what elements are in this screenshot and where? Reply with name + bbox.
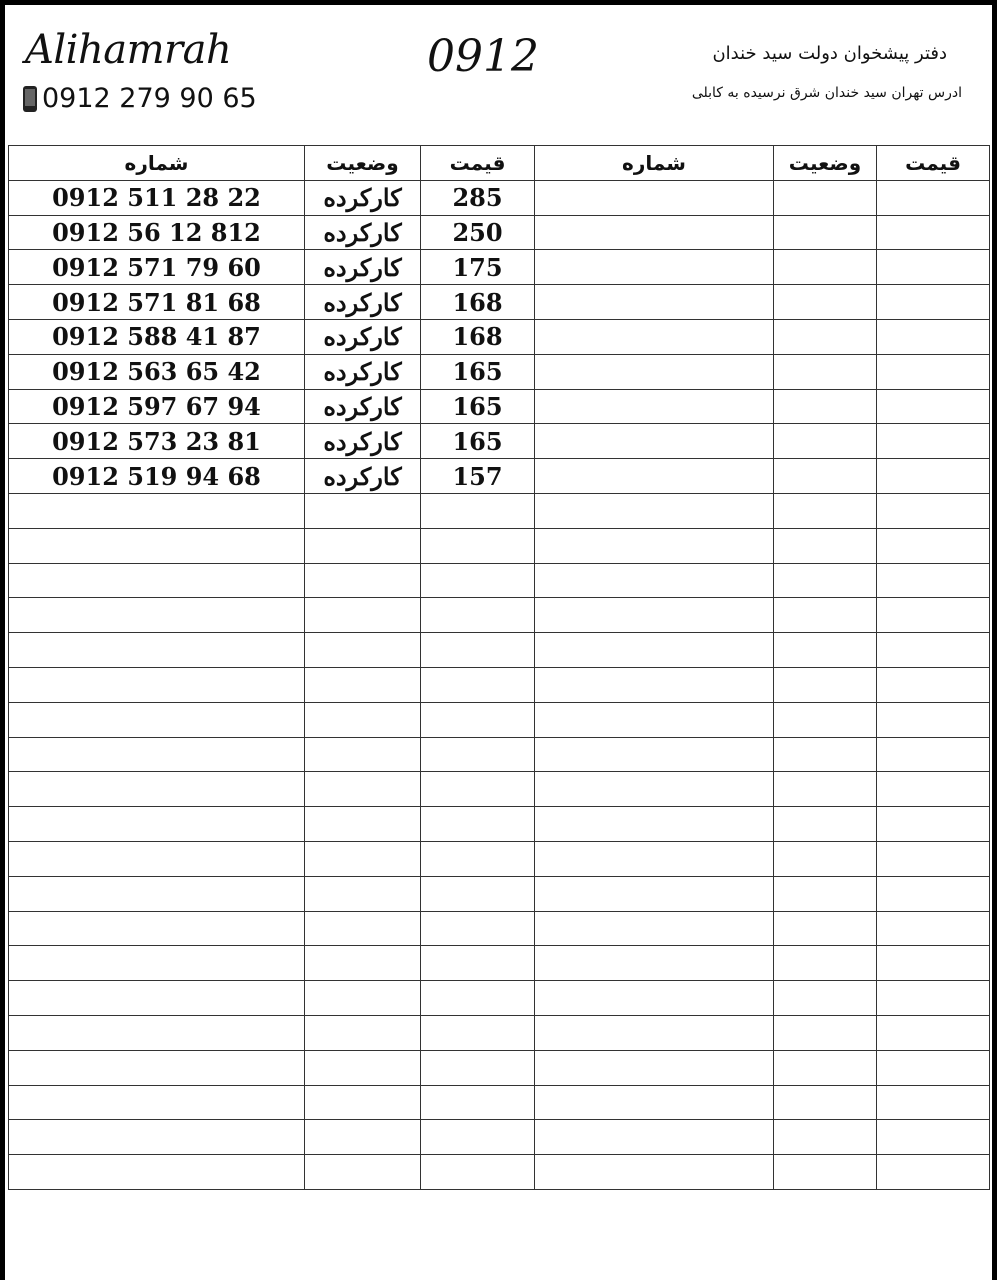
price-cell — [421, 493, 535, 528]
number-cell — [9, 911, 305, 946]
number-cell-right — [535, 841, 774, 876]
status-cell — [305, 1155, 421, 1190]
status-cell-right — [774, 354, 877, 389]
office-address: ادرس تهران سید خندان شرق نرسیده به کابلی — [691, 85, 962, 101]
table-row — [9, 215, 990, 250]
price-cell-right — [877, 911, 990, 946]
header-price-left: قیمت — [421, 146, 535, 181]
table-row — [9, 1015, 990, 1050]
table-row — [9, 841, 990, 876]
number-cell — [9, 737, 305, 772]
price-cell-right — [877, 459, 990, 494]
table-row — [9, 1155, 990, 1190]
status-cell-right — [774, 250, 877, 285]
table-row — [9, 354, 990, 389]
table-row — [9, 911, 990, 946]
header-status-right: وضعیت — [774, 146, 877, 181]
table-row — [9, 459, 990, 494]
price-cell — [421, 737, 535, 772]
header-number-right: شماره — [535, 146, 774, 181]
price-cell — [421, 807, 535, 842]
price-cell-right — [877, 389, 990, 424]
table-row — [9, 772, 990, 807]
status-cell-right — [774, 598, 877, 633]
price-cell: 165 — [421, 389, 535, 424]
status-cell-right — [774, 911, 877, 946]
number-cell — [9, 807, 305, 842]
status-cell: کارکرده — [305, 459, 421, 494]
status-cell-right — [774, 1015, 877, 1050]
number-cell-right — [535, 1085, 774, 1120]
status-cell-right — [774, 319, 877, 354]
number-cell-right — [535, 667, 774, 702]
status-cell-right — [774, 215, 877, 250]
status-cell-right — [774, 633, 877, 668]
status-cell-right — [774, 772, 877, 807]
number-cell — [9, 598, 305, 633]
number-cell — [9, 528, 305, 563]
number-cell — [9, 1085, 305, 1120]
price-cell — [421, 911, 535, 946]
price-cell — [421, 841, 535, 876]
status-cell-right — [774, 424, 877, 459]
status-cell: کارکرده — [305, 180, 421, 215]
price-cell — [421, 1085, 535, 1120]
price-cell-right — [877, 1120, 990, 1155]
price-cell-right — [877, 563, 990, 598]
price-cell-right — [877, 667, 990, 702]
status-cell-right — [774, 737, 877, 772]
price-cell-right — [877, 841, 990, 876]
number-cell-right — [535, 285, 774, 320]
price-cell — [421, 772, 535, 807]
number-cell-right — [535, 598, 774, 633]
table-row — [9, 180, 990, 215]
table-row — [9, 981, 990, 1016]
number-cell: 0912 597 67 94 — [9, 389, 305, 424]
table-row — [9, 250, 990, 285]
price-cell: 175 — [421, 250, 535, 285]
price-cell-right — [877, 354, 990, 389]
number-cell-right — [535, 1120, 774, 1155]
number-cell-right — [535, 528, 774, 563]
price-cell: 165 — [421, 354, 535, 389]
price-cell-right — [877, 981, 990, 1016]
status-cell-right — [774, 981, 877, 1016]
status-cell — [305, 528, 421, 563]
number-cell-right — [535, 250, 774, 285]
price-cell-right — [877, 528, 990, 563]
price-cell-right — [877, 250, 990, 285]
price-cell: 165 — [421, 424, 535, 459]
price-cell-right — [877, 424, 990, 459]
status-cell — [305, 737, 421, 772]
status-cell — [305, 1015, 421, 1050]
price-cell — [421, 1050, 535, 1085]
price-cell — [421, 528, 535, 563]
status-cell-right — [774, 807, 877, 842]
status-cell — [305, 493, 421, 528]
status-cell — [305, 1120, 421, 1155]
status-cell — [305, 876, 421, 911]
status-cell — [305, 563, 421, 598]
status-cell-right — [774, 528, 877, 563]
price-cell-right — [877, 285, 990, 320]
number-cell-right — [535, 737, 774, 772]
price-cell: 250 — [421, 215, 535, 250]
number-cell: 0912 571 79 60 — [9, 250, 305, 285]
number-cell-right — [535, 180, 774, 215]
number-cell-right — [535, 1015, 774, 1050]
status-cell: کارکرده — [305, 424, 421, 459]
status-cell — [305, 598, 421, 633]
number-cell-right — [535, 1155, 774, 1190]
table-row — [9, 1050, 990, 1085]
table-row — [9, 1120, 990, 1155]
status-cell-right — [774, 1120, 877, 1155]
price-cell-right — [877, 946, 990, 981]
price-cell — [421, 1015, 535, 1050]
price-cell: 168 — [421, 285, 535, 320]
table-row — [9, 493, 990, 528]
status-cell — [305, 702, 421, 737]
status-cell — [305, 807, 421, 842]
price-cell-right — [877, 598, 990, 633]
price-cell: 285 — [421, 180, 535, 215]
price-cell — [421, 1120, 535, 1155]
number-cell-right — [535, 563, 774, 598]
status-cell-right — [774, 180, 877, 215]
price-cell-right — [877, 180, 990, 215]
status-cell — [305, 667, 421, 702]
status-cell — [305, 1085, 421, 1120]
price-cell-right — [877, 1085, 990, 1120]
number-cell-right — [535, 876, 774, 911]
price-cell — [421, 946, 535, 981]
status-cell-right — [774, 1050, 877, 1085]
table-row — [9, 946, 990, 981]
number-cell — [9, 1050, 305, 1085]
price-cell — [421, 981, 535, 1016]
price-list-page — [5, 5, 992, 1280]
number-cell — [9, 1015, 305, 1050]
price-cell — [421, 1155, 535, 1190]
number-cell — [9, 772, 305, 807]
status-cell: کارکرده — [305, 319, 421, 354]
price-cell-right — [877, 807, 990, 842]
price-cell-right — [877, 1015, 990, 1050]
status-cell: کارکرده — [305, 354, 421, 389]
header-price-right: قیمت — [877, 146, 990, 181]
table-row — [9, 285, 990, 320]
table-row — [9, 702, 990, 737]
table-row — [9, 807, 990, 842]
number-cell: 0912 519 94 68 — [9, 459, 305, 494]
number-cell — [9, 876, 305, 911]
status-cell-right — [774, 493, 877, 528]
number-cell: 0912 511 28 22 — [9, 180, 305, 215]
number-cell: 0912 56 12 812 — [9, 215, 305, 250]
status-cell-right — [774, 563, 877, 598]
price-cell — [421, 598, 535, 633]
status-cell — [305, 911, 421, 946]
price-cell-right — [877, 702, 990, 737]
table-row — [9, 319, 990, 354]
price-cell-right — [877, 1050, 990, 1085]
number-cell-right — [535, 354, 774, 389]
status-cell-right — [774, 1085, 877, 1120]
number-cell-right — [535, 319, 774, 354]
status-cell-right — [774, 389, 877, 424]
status-cell-right — [774, 946, 877, 981]
status-cell — [305, 981, 421, 1016]
table-header-row — [9, 146, 990, 181]
status-cell: کارکرده — [305, 285, 421, 320]
table-row — [9, 667, 990, 702]
status-cell-right — [774, 841, 877, 876]
header-number-left: شماره — [9, 146, 305, 181]
number-cell-right — [535, 807, 774, 842]
price-cell: 168 — [421, 319, 535, 354]
number-cell-right — [535, 981, 774, 1016]
price-cell-right — [877, 737, 990, 772]
number-cell: 0912 563 65 42 — [9, 354, 305, 389]
table-row — [9, 876, 990, 911]
number-cell — [9, 946, 305, 981]
status-cell-right — [774, 459, 877, 494]
price-cell — [421, 563, 535, 598]
brand-signature: Alihamrah — [25, 27, 232, 73]
number-cell-right — [535, 424, 774, 459]
number-cell: 0912 588 41 87 — [9, 319, 305, 354]
table-row — [9, 737, 990, 772]
status-cell — [305, 946, 421, 981]
status-cell — [305, 841, 421, 876]
status-cell: کارکرده — [305, 215, 421, 250]
number-cell — [9, 633, 305, 668]
price-cell — [421, 667, 535, 702]
number-cell-right — [535, 389, 774, 424]
number-cell-right — [535, 702, 774, 737]
number-cell-right — [535, 946, 774, 981]
table-row — [9, 563, 990, 598]
table-row — [9, 424, 990, 459]
table-row — [9, 598, 990, 633]
table-row — [9, 633, 990, 668]
status-cell: کارکرده — [305, 250, 421, 285]
number-cell-right — [535, 911, 774, 946]
number-cell-right — [535, 772, 774, 807]
number-cell-right — [535, 1050, 774, 1085]
number-cell — [9, 1120, 305, 1155]
price-cell-right — [877, 493, 990, 528]
contact-phone — [23, 83, 257, 114]
status-cell — [305, 1050, 421, 1085]
price-cell-right — [877, 215, 990, 250]
number-cell-right — [535, 493, 774, 528]
price-cell — [421, 876, 535, 911]
table-row — [9, 1085, 990, 1120]
table-row — [9, 528, 990, 563]
prefix-title: 0912 — [427, 31, 539, 82]
price-cell-right — [877, 319, 990, 354]
number-cell-right — [535, 633, 774, 668]
price-cell — [421, 633, 535, 668]
price-cell-right — [877, 633, 990, 668]
status-cell-right — [774, 702, 877, 737]
price-cell-right — [877, 876, 990, 911]
number-cell — [9, 702, 305, 737]
number-cell — [9, 841, 305, 876]
price-cell: 157 — [421, 459, 535, 494]
number-cell-right — [535, 215, 774, 250]
header-status-left: وضعیت — [305, 146, 421, 181]
number-cell — [9, 667, 305, 702]
status-cell — [305, 633, 421, 668]
status-cell: کارکرده — [305, 389, 421, 424]
price-cell-right — [877, 772, 990, 807]
office-name: دفتر پیشخوان دولت سید خندان — [712, 43, 947, 64]
mobile-phone-icon — [23, 86, 37, 112]
price-cell — [421, 702, 535, 737]
number-cell — [9, 493, 305, 528]
price-cell-right — [877, 1155, 990, 1190]
contact-phone-number: 0912 279 90 65 — [42, 83, 257, 114]
number-cell — [9, 981, 305, 1016]
status-cell-right — [774, 285, 877, 320]
status-cell-right — [774, 667, 877, 702]
number-cell — [9, 1155, 305, 1190]
status-cell-right — [774, 876, 877, 911]
table-row — [9, 389, 990, 424]
number-cell-right — [535, 459, 774, 494]
price-table — [8, 145, 990, 1190]
status-cell — [305, 772, 421, 807]
number-cell — [9, 563, 305, 598]
status-cell-right — [774, 1155, 877, 1190]
number-cell: 0912 571 81 68 — [9, 285, 305, 320]
number-cell: 0912 573 23 81 — [9, 424, 305, 459]
